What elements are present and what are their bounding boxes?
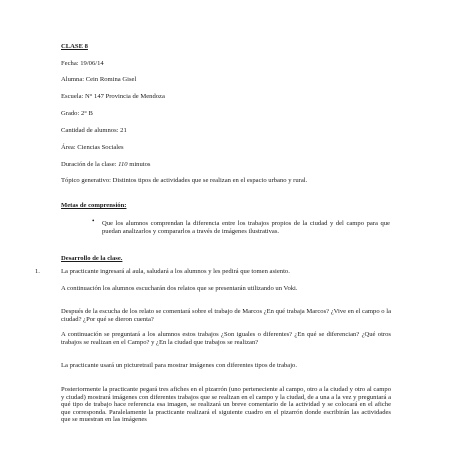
- development-paragraph: Después de la escucha de los relato se comentará sobre el trabajo de Marcos ¿En qué trabaja Marcos? ¿Vive en el campo o la ciudad? ¿Por qué se dieron cuenta?: [61, 308, 391, 323]
- grade-line: Grado: 2° B: [61, 110, 93, 117]
- development-paragraph: A continuación se preguntará a los alumnos estos trabajos ¿Son iguales o diferentes? ¿En qué se diferencian? ¿Qué otros trabajos se realizan en el Campo? y ¿En la ciudad que trabajos se realizan?: [61, 331, 391, 346]
- development-paragraph: A continuación los alumnos escucharán dos relatos que se presentarán utilizando un Voki.: [61, 285, 298, 292]
- class-title: CLASE 8: [61, 43, 88, 50]
- student-line: Alumna: Cein Romina Gisel: [61, 76, 137, 83]
- bullet-marker: •: [92, 217, 95, 225]
- development-heading: Desarrollo de la clase.: [61, 255, 123, 262]
- development-step: La practicante ingresará al aula, saludará a los alumnos y les pedirá que tomen asiento.: [61, 268, 290, 275]
- development-paragraph: Posteriormente la practicante pegará tres afiches en el pizarrón (uno perteneciente al campo, otro a la ciudad y otro al campo y ciudad) mostrará imágenes con diferentes trabajos que se realizan en el campo y la ciudad, de a una a la vez y preguntará a qué tipo de trabajo hace referencia esa imagen, se realizará un breve comentario de la actividad y se colocará en el afiche que corresponda. Paralelamente la practicante realizará el siguiente cuadro en el pizarrón donde escribirán las actividades que se muestran en las imágenes: [61, 386, 391, 424]
- subject-area-line: Área: Ciencias Sociales: [61, 144, 124, 151]
- generative-topic: Tópico generativo: Distintos tipos de actividades que se realizan en el espacio urbano y rural.: [61, 177, 308, 184]
- date-line: Fecha: 19/06/14: [61, 60, 104, 67]
- goals-heading: Metas de comprensión:: [61, 202, 127, 209]
- list-number: 1.: [35, 268, 40, 275]
- school-line: Escuela: N° 147 Provincia de Mendoza: [61, 93, 165, 100]
- duration-label: Duración de la clase:: [61, 161, 117, 168]
- student-count-line: Cantidad de alumnos: 21: [61, 127, 127, 134]
- duration-value: 110: [118, 161, 128, 168]
- goal-item: Que los alumnos comprendan la diferencia entre los trabajos propios de la ciudad y del campo para que puedan analizarlos y compararlos a través de imágenes ilustrativas.: [102, 220, 390, 235]
- duration-unit: minutos: [129, 161, 151, 168]
- duration-line: [61, 161, 150, 169]
- development-paragraph: La practicante usará un picturetrail para mostrar imágenes con diferentes tipos de trabajo.: [61, 362, 297, 369]
